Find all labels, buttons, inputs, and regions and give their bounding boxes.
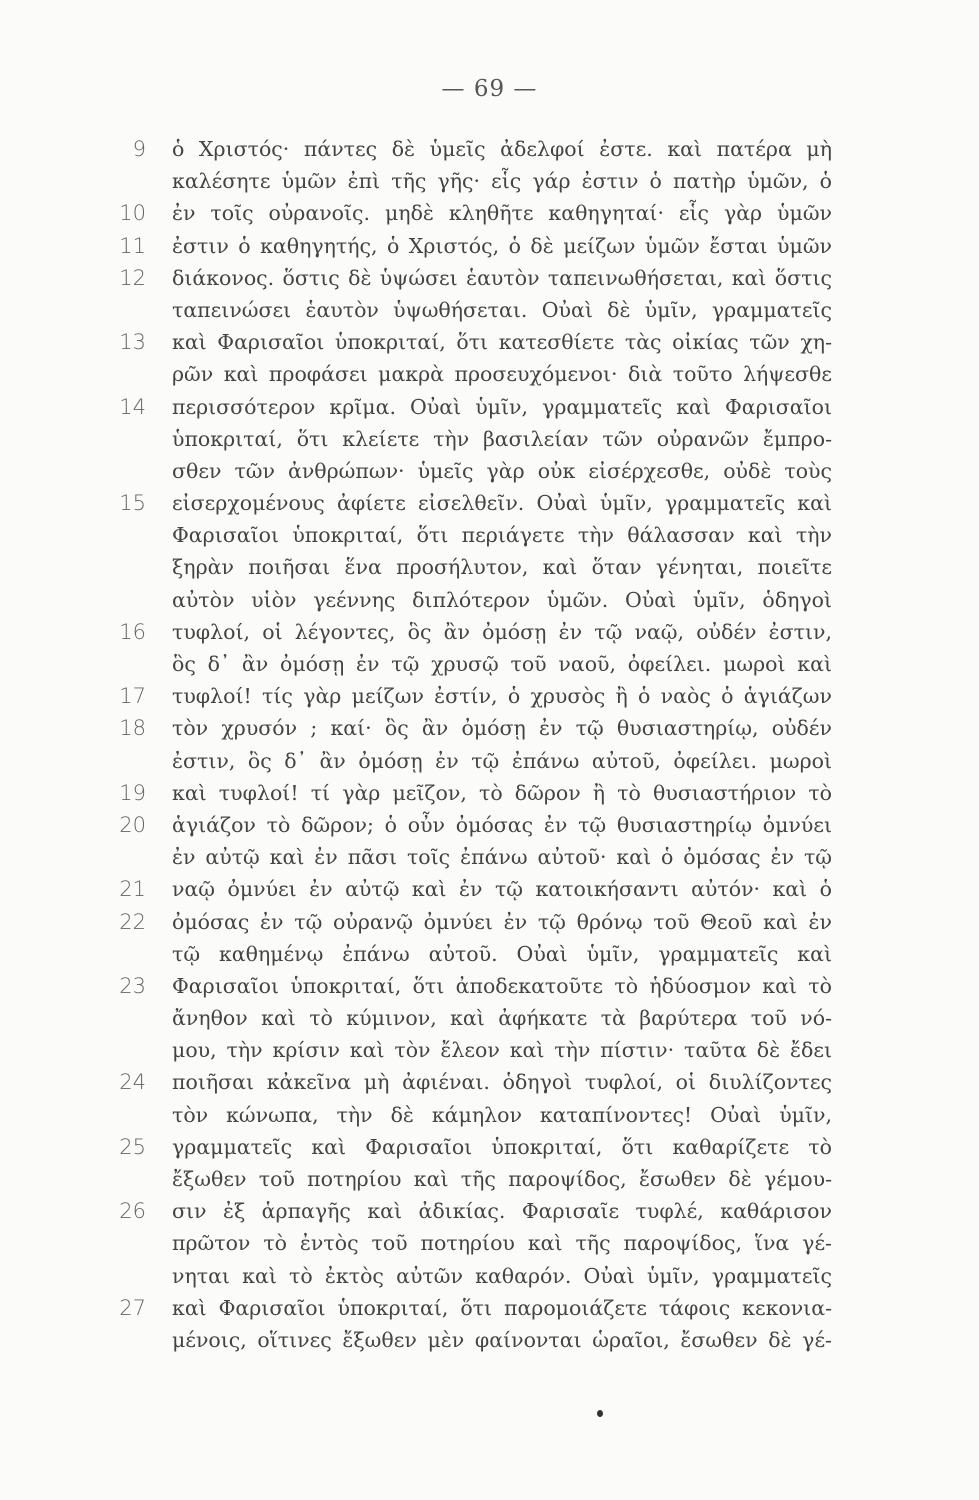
text-line [0,1131,979,1163]
verse-number: 19 [119,780,146,805]
line-text: ποιῆσαι κἀκεῖνα μὴ ἀφιέναι. ὁδηγοὶ τυφλοί, οἱ διυλίζοντες [172,1070,832,1095]
line-text: πρῶτον τὸ ἐντὸς τοῦ ποτηρίου καὶ τῆς παροψίδος, ἵνα γέ- [172,1231,832,1256]
line-text: τὸν χρυσόν ; καί· ὃς ἂν ὀμόσῃ ἐν τῷ θυσιαστηρίῳ, οὐδέν [172,716,832,741]
text-line [0,1002,979,1034]
text-line [0,1292,979,1324]
line-text: ἔξωθεν τοῦ ποτηρίου καὶ τῆς παροψίδος, ἔσωθεν δὲ γέμου- [172,1167,832,1191]
verse-number: 27 [119,1295,146,1320]
text-line [0,133,979,165]
line-text: γραμματεῖς καὶ Φαρισαῖοι ὑποκριταί, ὅτι καθαρίζετε τὸ [172,1134,832,1159]
line-text: καὶ Φαρισαῖοι ὑποκριταί, ὅτι παρομοιάζετε τάφοις κεκονια- [172,1295,832,1320]
text-line [0,809,979,841]
text-line [0,165,979,197]
line-text: ἐστιν ὁ καθηγητής, ὁ Χριστός, ὁ δὲ μείζων ὑμῶν ἔσται ὑμῶν [172,233,832,258]
text-line [0,519,979,551]
line-text: ὁ Χριστός· πάντες δὲ ὑμεῖς ἀδελφοί ἐστε. καὶ πατέρα μὴ [172,137,832,161]
text-line [0,1195,979,1227]
line-text: τυφλοί! τίς γὰρ μείζων ἐστίν, ὁ χρυσὸς ἢ ὁ ναὸς ὁ ἁγιάζων [172,684,832,709]
text-line [0,391,979,423]
text-line [0,1034,979,1066]
verse-number: 24 [119,1070,146,1095]
text-line [0,1066,979,1098]
page-number: — 69 — [441,76,538,102]
verse-number: 26 [119,1199,146,1224]
text-line [0,230,979,262]
verse-number: 20 [119,812,146,837]
line-text: εἰσερχομένους ἀφίετε εἰσελθεῖν. Οὐαὶ ὑμῖν, γραμματεῖς καὶ [172,491,832,516]
line-text: τῷ καθημένῳ ἐπάνω αὐτοῦ. Οὐαὶ ὑμῖν, γραμματεῖς καὶ [172,941,832,966]
verse-number: 14 [119,394,146,419]
line-text: ρῶν καὶ προφάσει μακρὰ προσευχόμενοι· διὰ τοῦτο λήψεσθε [172,362,832,387]
text-line [0,1324,979,1356]
text-line [0,584,979,616]
text-line [0,262,979,294]
text-line [0,1099,979,1131]
line-text: ἐν τοῖς οὐρανοῖς. μηδὲ κληθῆτε καθηγηταί· εἷς γὰρ ὑμῶν [172,201,832,226]
text-line [0,938,979,970]
text-line [0,745,979,777]
line-text: σθεν τῶν ἀνθρώπων· ὑμεῖς γὰρ οὐκ εἰσέρχεσθε, οὐδὲ τοὺς [172,458,832,483]
verse-number: 16 [119,619,146,644]
line-text: ὀμόσας ἐν τῷ οὐρανῷ ὀμνύει ἐν τῷ θρόνῳ τοῦ Θεοῦ καὶ ἐν [172,909,832,934]
line-text: καὶ τυφλοί! τί γὰρ μεῖζον, τὸ δῶρον ἢ τὸ θυσιαστήριον τὸ [172,780,832,805]
verse-number: 9 [132,137,146,161]
verse-number: 13 [119,330,146,355]
line-text: τυφλοί, οἱ λέγοντες, ὃς ἂν ὀμόσῃ ἐν τῷ ναῷ, οὐδέν ἐστιν, [172,619,832,644]
line-text: τὸν κώνωπα, τὴν δὲ κάμηλον καταπίνοντες! Οὐαὶ ὑμῖν, [172,1102,832,1127]
line-text: ὑποκριταί, ὅτι κλείετε τὴν βασιλείαν τῶν οὐρανῶν ἔμπρο- [172,426,832,451]
verse-number: 23 [119,973,146,998]
text-line [0,358,979,390]
text-block [0,133,979,1356]
text-line [0,1227,979,1259]
text-line [0,841,979,873]
text-line [0,648,979,680]
text-line [0,294,979,326]
text-line [0,906,979,938]
text-line [0,423,979,455]
line-text: περισσότερον κρῖμα. Οὐαὶ ὑμῖν, γραμματεῖς καὶ Φαρισαῖοι [172,394,832,419]
line-text: Φαρισαῖοι ὑποκριταί, ὅτι περιάγετε τὴν θάλασσαν καὶ τὴν [172,523,832,548]
text-line [0,326,979,358]
line-text: ἐν αὐτῷ καὶ ἐν πᾶσι τοῖς ἐπάνω αὐτοῦ· καὶ ὁ ὀμόσας ἐν τῷ [172,845,832,870]
line-text: ταπεινώσει ἑαυτὸν ὑψωθήσεται. Οὐαὶ δὲ ὑμῖν, γραμματεῖς [172,297,832,322]
text-line [0,1163,979,1195]
line-text: νηται καὶ τὸ ἐκτὸς αὐτῶν καθαρόν. Οὐαὶ ὑμῖν, γραμματεῖς [172,1263,832,1288]
text-line [0,873,979,905]
line-text: Φαρισαῖοι ὑποκριταί, ὅτι ἀποδεκατοῦτε τὸ ἡδύοσμον καὶ τὸ [172,973,832,998]
text-line [0,551,979,583]
line-text: ἐστιν, ὃς δ᾽ ἂν ὀμόσῃ ἐν τῷ ἐπάνω αὐτοῦ, ὀφείλει. μωροὶ [172,748,832,773]
text-line [0,455,979,487]
line-text: ἁγιάζον τὸ δῶρον; ὁ οὖν ὀμόσας ἐν τῷ θυσιαστηρίῳ ὀμνύει [172,812,832,837]
text-line [0,616,979,648]
line-text: ὃς δ᾽ ἂν ὀμόσῃ ἐν τῷ χρυσῷ τοῦ ναοῦ, ὀφείλει. μωροὶ καὶ [172,652,832,676]
verse-number: 17 [119,684,146,709]
verse-number: 11 [119,233,146,258]
verse-number: 10 [119,201,146,226]
line-text: καὶ Φαρισαῖοι ὑποκριταί, ὅτι κατεσθίετε τὰς οἰκίας τῶν χη- [172,330,832,355]
line-text: καλέσητε ὑμῶν ἐπὶ τῆς γῆς· εἷς γάρ ἐστιν ὁ πατὴρ ὑμῶν, ὁ [172,169,832,194]
text-line [0,970,979,1002]
verse-number: 18 [119,716,146,741]
text-line [0,712,979,744]
verse-number: 21 [119,877,146,902]
verse-number: 22 [119,909,146,934]
text-line [0,680,979,712]
text-line [0,487,979,519]
line-text: ναῷ ὀμνύει ἐν αὐτῷ καὶ ἐν τῷ κατοικήσαντι αὐτόν· καὶ ὁ [172,877,832,902]
line-text: αὐτὸν υἱὸν γεέννης διπλότερον ὑμῶν. Οὐαὶ ὑμῖν, ὁδηγοὶ [172,587,832,612]
text-line [0,1260,979,1292]
line-text: διάκονος. ὅστις δὲ ὑψώσει ἑαυτὸν ταπεινωθήσεται, καὶ ὅστις [172,265,832,290]
verse-number: 15 [119,491,146,516]
line-text: μου, τὴν κρίσιν καὶ τὸν ἔλεον καὶ τὴν πίστιν· ταῦτα δὲ ἔδει [172,1038,832,1063]
text-line [0,197,979,229]
text-line [0,777,979,809]
line-text: μένοις, οἵτινες ἔξωθεν μὲν φαίνονται ὡραῖοι, ἔσωθεν δὲ γέ- [172,1327,832,1352]
line-text: ἄνηθον καὶ τὸ κύμινον, καὶ ἀφήκατε τὰ βαρύτερα τοῦ νό- [172,1006,832,1031]
printer-dot-mark [597,1410,603,1417]
verse-number: 12 [119,265,146,290]
verse-number: 25 [119,1134,146,1159]
line-text: σιν ἐξ ἁρπαγῆς καὶ ἀδικίας. Φαρισαῖε τυφλέ, καθάρισον [172,1199,832,1224]
line-text: ξηρὰν ποιῆσαι ἕνα προσήλυτον, καὶ ὅταν γένηται, ποιεῖτε [172,555,832,580]
